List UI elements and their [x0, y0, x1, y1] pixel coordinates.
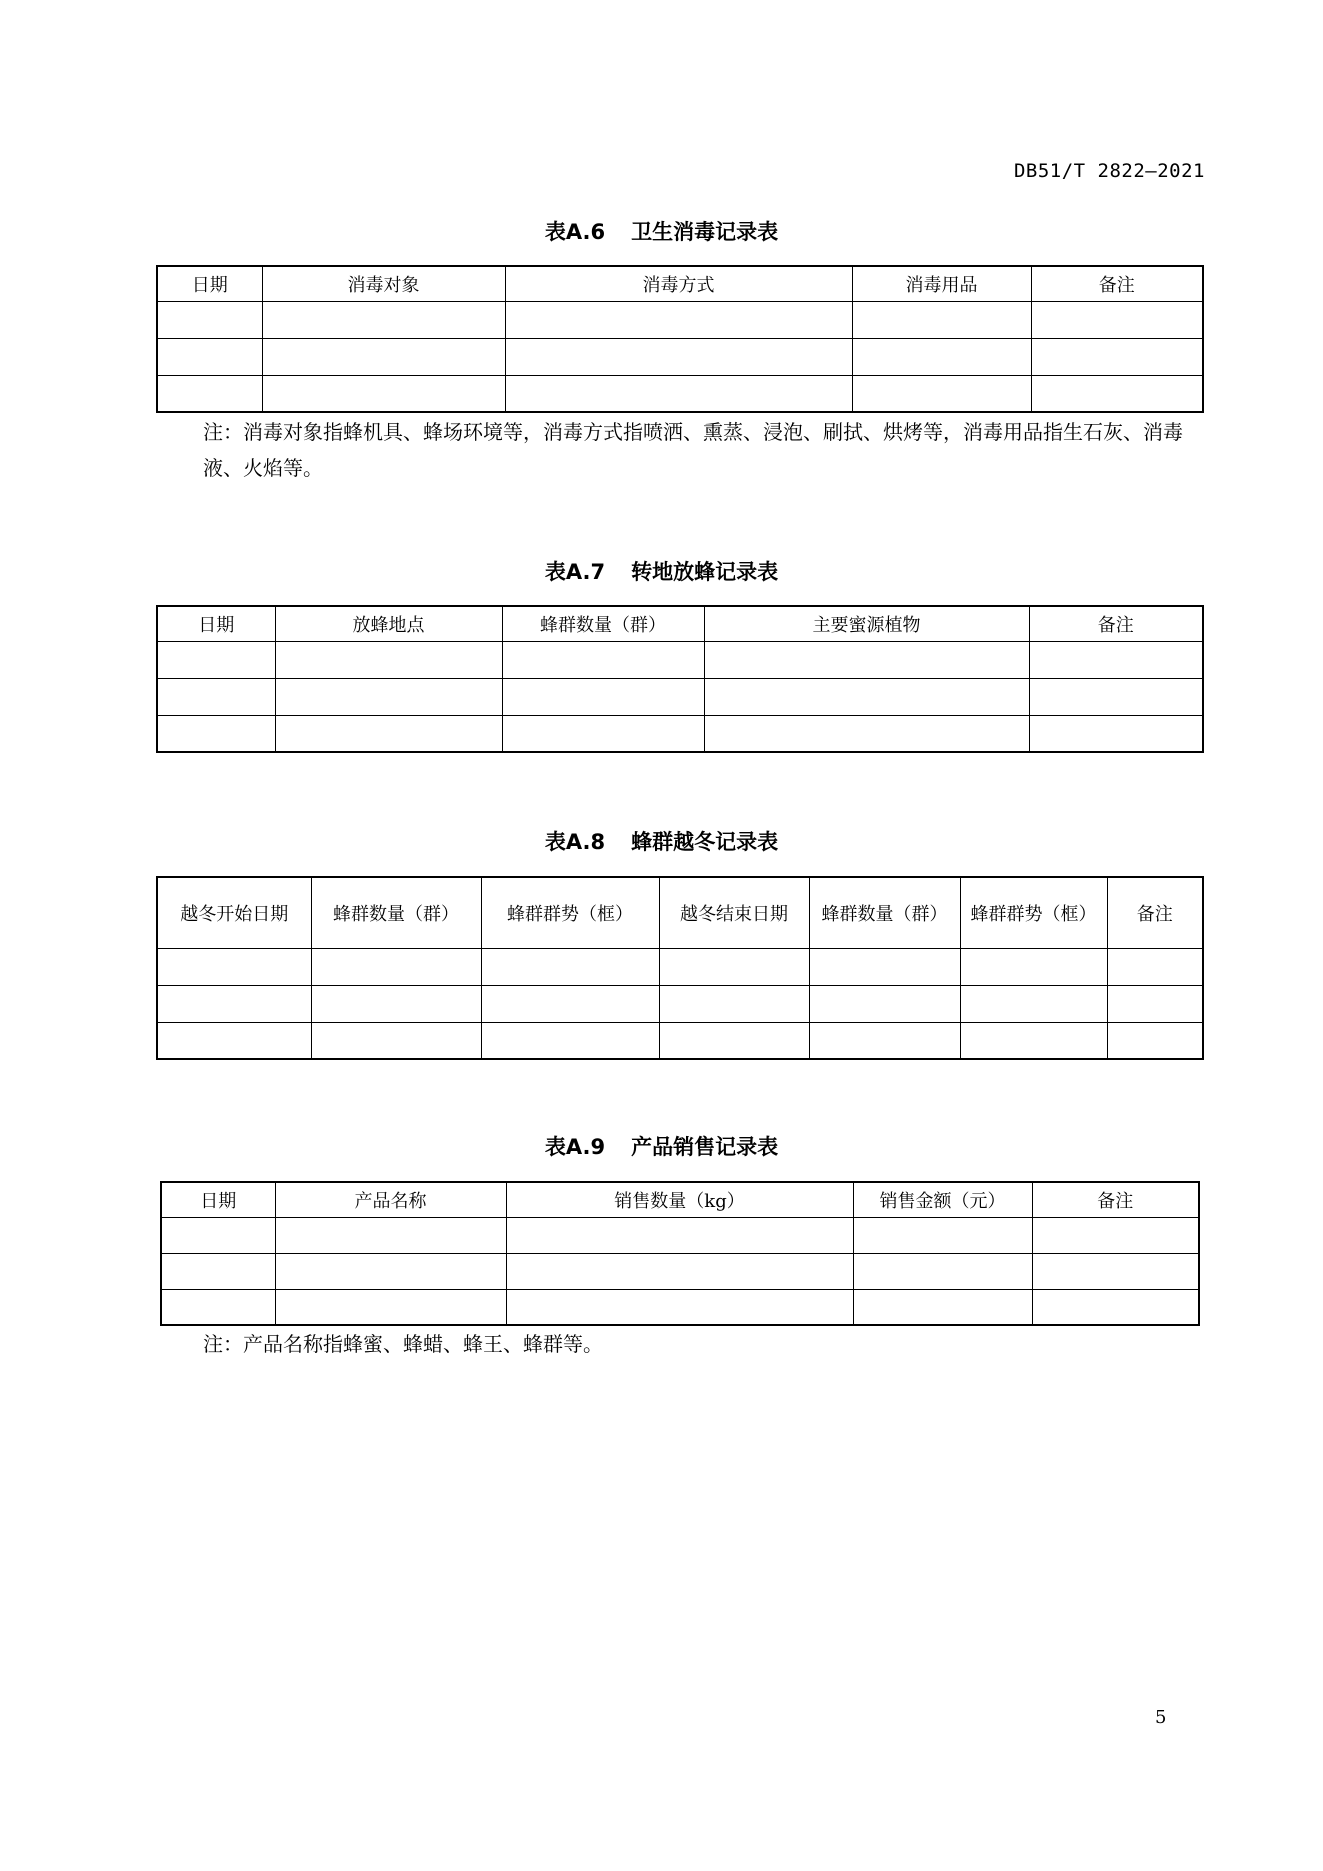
table-cell[interactable]	[157, 641, 275, 678]
table-row	[157, 1022, 1203, 1059]
table-cell[interactable]	[311, 1022, 481, 1059]
table-header-row	[157, 877, 1203, 948]
table-number: 表A.7	[544, 560, 606, 584]
table-cell[interactable]	[853, 1217, 1032, 1253]
col-product-name: 产品名称	[275, 1182, 506, 1217]
table-cell[interactable]	[809, 1022, 960, 1059]
table-cell[interactable]	[157, 375, 262, 412]
table-cell[interactable]	[853, 1253, 1032, 1289]
col-date: 日期	[157, 266, 262, 301]
table-caption: 卫生消毒记录表	[631, 220, 779, 244]
table-cell[interactable]	[659, 985, 809, 1022]
col-colony-count-end: 蜂群数量（群）	[809, 877, 960, 948]
table-cell[interactable]	[505, 301, 852, 338]
table-cell[interactable]	[1031, 338, 1203, 375]
table-cell[interactable]	[506, 1289, 853, 1325]
table-cell[interactable]	[157, 678, 275, 715]
table-cell[interactable]	[659, 1022, 809, 1059]
table-cell[interactable]	[506, 1217, 853, 1253]
table-number: 表A.6	[544, 220, 606, 244]
table-cell[interactable]	[502, 678, 704, 715]
table-a9-note: 注：产品名称指蜂蜜、蜂蜡、蜂王、蜂群等。	[203, 1332, 603, 1356]
col-date: 日期	[157, 606, 275, 641]
table-cell[interactable]	[853, 1289, 1032, 1325]
table-cell[interactable]	[275, 1289, 506, 1325]
table-cell[interactable]	[262, 338, 505, 375]
col-disinfect-object: 消毒对象	[262, 266, 505, 301]
table-cell[interactable]	[506, 1253, 853, 1289]
table-cell[interactable]	[505, 375, 852, 412]
table-cell[interactable]	[275, 1217, 506, 1253]
table-cell[interactable]	[659, 948, 809, 985]
page-number: 5	[1155, 1707, 1167, 1728]
table-cell[interactable]	[704, 641, 1029, 678]
table-cell[interactable]	[262, 301, 505, 338]
table-cell[interactable]	[481, 1022, 659, 1059]
table-row	[157, 985, 1203, 1022]
table-cell[interactable]	[161, 1289, 275, 1325]
table-header-row	[161, 1182, 1199, 1217]
col-colony-strength-end: 蜂群群势（框）	[960, 877, 1107, 948]
table-header-row	[157, 606, 1203, 641]
table-cell[interactable]	[1032, 1289, 1199, 1325]
table-row	[157, 375, 1203, 412]
table-cell[interactable]	[1029, 715, 1203, 752]
table-cell[interactable]	[1029, 678, 1203, 715]
col-location: 放蜂地点	[275, 606, 502, 641]
table-number: 表A.8	[544, 830, 606, 854]
table-cell[interactable]	[157, 715, 275, 752]
table-cell[interactable]	[1032, 1253, 1199, 1289]
table-cell[interactable]	[481, 985, 659, 1022]
table-cell[interactable]	[704, 715, 1029, 752]
col-sales-quantity: 销售数量（kg）	[506, 1182, 853, 1217]
col-sales-amount: 销售金额（元）	[853, 1182, 1032, 1217]
table-cell[interactable]	[809, 985, 960, 1022]
table-cell[interactable]	[960, 985, 1107, 1022]
table-cell[interactable]	[960, 1022, 1107, 1059]
table-row	[157, 948, 1203, 985]
col-winter-end-date: 越冬结束日期	[659, 877, 809, 948]
table-a7-title	[0, 556, 1323, 586]
table-cell[interactable]	[1107, 948, 1203, 985]
table-row	[157, 301, 1203, 338]
table-cell[interactable]	[852, 301, 1031, 338]
table-cell[interactable]	[275, 1253, 506, 1289]
table-cell[interactable]	[1032, 1217, 1199, 1253]
table-cell[interactable]	[161, 1217, 275, 1253]
col-nectar-plants: 主要蜜源植物	[704, 606, 1029, 641]
col-remarks: 备注	[1107, 877, 1203, 948]
table-cell[interactable]	[809, 948, 960, 985]
col-date: 日期	[161, 1182, 275, 1217]
col-remarks: 备注	[1032, 1182, 1199, 1217]
table-cell[interactable]	[1029, 641, 1203, 678]
table-a8	[156, 876, 1204, 1060]
table-cell[interactable]	[1031, 375, 1203, 412]
document-code: DB51/T 2822—2021	[1013, 160, 1205, 182]
table-cell[interactable]	[505, 338, 852, 375]
table-a9-title	[0, 1131, 1323, 1161]
table-a6	[156, 265, 1204, 413]
table-row	[161, 1217, 1199, 1253]
table-cell[interactable]	[852, 338, 1031, 375]
table-cell[interactable]	[262, 375, 505, 412]
table-row	[157, 715, 1203, 752]
table-cell[interactable]	[275, 715, 502, 752]
table-caption: 蜂群越冬记录表	[631, 830, 779, 854]
table-cell[interactable]	[311, 985, 481, 1022]
table-cell[interactable]	[157, 1022, 311, 1059]
table-cell[interactable]	[1107, 985, 1203, 1022]
col-disinfect-method: 消毒方式	[505, 266, 852, 301]
table-cell[interactable]	[157, 948, 311, 985]
table-cell[interactable]	[704, 678, 1029, 715]
table-a6-note: 注：消毒对象指蜂机具、蜂场环境等，消毒方式指喷洒、熏蒸、浸泡、刷拭、烘烤等，消毒用品指生石灰、消毒液、火焰等。	[203, 420, 1183, 480]
table-cell[interactable]	[481, 948, 659, 985]
table-cell[interactable]	[502, 715, 704, 752]
table-number: 表A.9	[544, 1135, 606, 1159]
table-cell[interactable]	[275, 641, 502, 678]
table-cell[interactable]	[161, 1253, 275, 1289]
table-row	[157, 338, 1203, 375]
table-cell[interactable]	[1107, 1022, 1203, 1059]
col-colony-count-start: 蜂群数量（群）	[311, 877, 481, 948]
table-cell[interactable]	[1031, 301, 1203, 338]
table-cell[interactable]	[502, 641, 704, 678]
col-winter-start-date: 越冬开始日期	[157, 877, 311, 948]
table-row	[161, 1289, 1199, 1325]
table-row	[157, 641, 1203, 678]
table-a6-title	[0, 216, 1323, 246]
table-a7	[156, 605, 1204, 753]
table-cell[interactable]	[960, 948, 1107, 985]
table-cell[interactable]	[275, 678, 502, 715]
table-a9	[160, 1181, 1200, 1326]
table-cell[interactable]	[311, 948, 481, 985]
table-cell[interactable]	[157, 985, 311, 1022]
table-cell[interactable]	[157, 338, 262, 375]
table-a8-title	[0, 826, 1323, 856]
table-row	[157, 678, 1203, 715]
col-remarks: 备注	[1029, 606, 1203, 641]
table-caption: 转地放蜂记录表	[631, 560, 779, 584]
table-header-row	[157, 266, 1203, 301]
table-cell[interactable]	[157, 301, 262, 338]
col-remarks: 备注	[1031, 266, 1203, 301]
table-caption: 产品销售记录表	[631, 1135, 779, 1159]
col-colony-count: 蜂群数量（群）	[502, 606, 704, 641]
table-cell[interactable]	[852, 375, 1031, 412]
table-row	[161, 1253, 1199, 1289]
col-disinfect-supplies: 消毒用品	[852, 266, 1031, 301]
col-colony-strength-start: 蜂群群势（框）	[481, 877, 659, 948]
